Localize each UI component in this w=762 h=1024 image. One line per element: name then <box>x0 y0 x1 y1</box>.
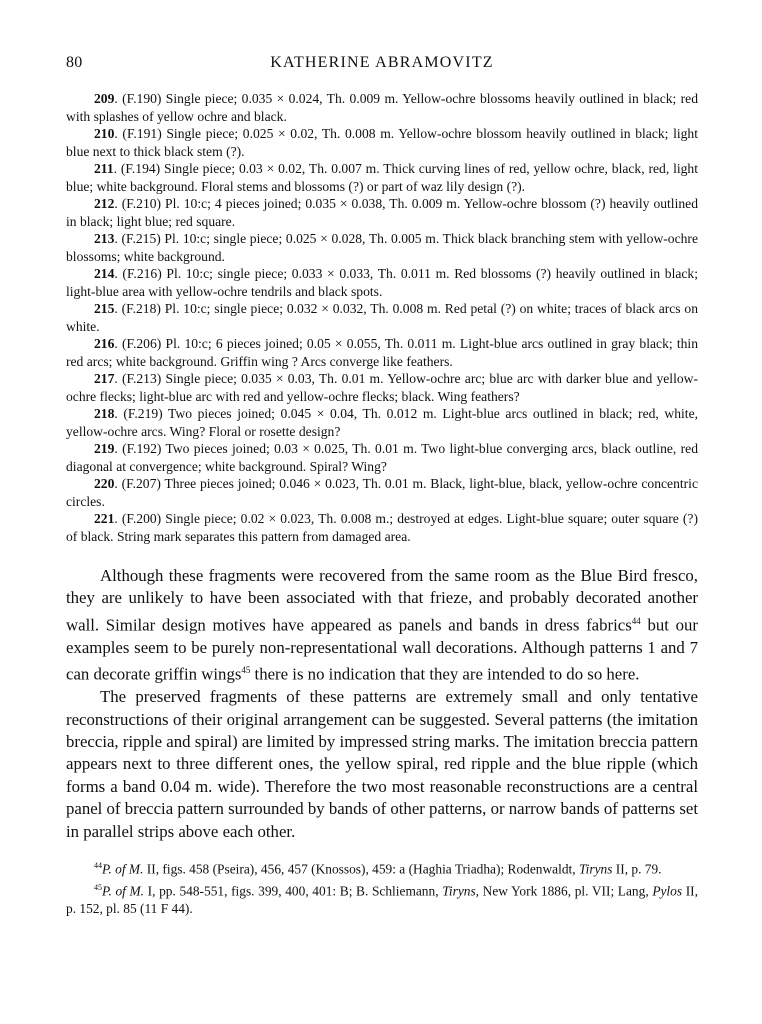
entry-text: . (F.200) Single piece; 0.02 × 0.023, Th. 0.008 m.; destroyed at edges. Light-blue square; outer square (?) of black. String mark separates this pattern from damaged area. <box>66 511 698 544</box>
catalogue-entry <box>66 370 698 405</box>
entry-number: 216 <box>94 336 115 351</box>
footnote-ref-44[interactable]: 44 <box>631 615 641 626</box>
running-title: KATHERINE ABRAMOVITZ <box>270 54 494 71</box>
entry-text: . (F.206) Pl. 10:c; 6 pieces joined; 0.05 × 0.055, Th. 0.011 m. Light-blue arcs outlined in gray black; thin red arcs; white background. Griffin wing ? Arcs converge like feathers. <box>66 336 698 369</box>
catalogue-entry <box>66 265 698 300</box>
catalogue-entry <box>66 510 698 545</box>
catalogue-entry <box>66 300 698 335</box>
catalogue-entry <box>66 475 698 510</box>
entry-text: . (F.190) Single piece; 0.035 × 0.024, Th. 0.009 m. Yellow-ochre blossoms heavily outlined in black; red with splashes of yellow ochre and black. <box>66 91 698 124</box>
entry-text: . (F.219) Two pieces joined; 0.045 × 0.04, Th. 0.012 m. Light-blue arcs outlined in black; red, white, yellow-ochre arcs. Wing? Floral or rosette design? <box>66 406 698 439</box>
entry-number: 217 <box>94 371 115 386</box>
entry-number: 213 <box>94 231 115 246</box>
entry-text: . (F.192) Two pieces joined; 0.03 × 0.025, Th. 0.01 m. Two light-blue converging arcs, black outline, red diagonal at convergence; white background. Spiral? Wing? <box>66 441 698 474</box>
body-text <box>66 565 698 843</box>
catalogue-entry <box>66 125 698 160</box>
entry-text: . (F.194) Single piece; 0.03 × 0.02, Th. 0.007 m. Thick curving lines of red, yellow ochre, black, red, light blue; white background. Floral stems and blossoms (?) or part of waz lily design (?). <box>66 161 698 194</box>
entry-text: . (F.207) Three pieces joined; 0.046 × 0.023, Th. 0.01 m. Black, light-blue, black, yellow-ochre concentric circles. <box>66 476 698 509</box>
catalogue-entry <box>66 405 698 440</box>
entry-text: . (F.213) Single piece; 0.035 × 0.03, Th. 0.01 m. Yellow-ochre arc; blue arc with darker blue and yellow-ochre flecks; light-blue arc with red and yellow-ochre flecks; black. Wing feathers? <box>66 371 698 404</box>
paragraph-2: The preserved fragments of these patterns are extremely small and only tentative reconstructions of their original arrangement can be suggested. Several patterns (the imitation breccia, ripple and spiral) are limited by impressed string marks. The imitation breccia pattern appears next to three different ones, the yellow spiral, red ripple and the blue ripple (which forms a band 0.04 m. wide). Therefore the two most reasonable reconstructions are a central panel of breccia pattern surrounded by bands of other patterns, or narrow bands of patterns set in parallel strips above each other. <box>66 687 698 841</box>
entry-text: . (F.191) Single piece; 0.025 × 0.02, Th. 0.008 m. Yellow-ochre blossom heavily outlined in black; light blue next to thick black stem (?). <box>66 126 698 159</box>
entry-number: 209 <box>94 91 115 106</box>
entry-text: . (F.216) Pl. 10:c; single piece; 0.033 × 0.033, Th. 0.011 m. Red blossoms (?) heavily outlined in black; light-blue area with yellow-ochre tendrils and black spots. <box>66 266 698 299</box>
catalogue-entry <box>66 195 698 230</box>
entry-text: . (F.218) Pl. 10:c; single piece; 0.032 × 0.032, Th. 0.008 m. Red petal (?) on white; traces of black arcs on white. <box>66 301 698 334</box>
entry-number: 211 <box>94 161 114 176</box>
footnote-ref-45[interactable]: 45 <box>241 665 251 676</box>
entry-number: 214 <box>94 266 115 281</box>
entry-number: 210 <box>94 126 115 141</box>
footnote-45: $^{45}$P. of M. I, pp. 548-551, figs. 399, 400, 401: B; B. Schliemann, Tiryns, New York 1886, pl. VII; Lang, Pylos II, p. 152, pl. 85 (11 F 44). <box>66 882 698 916</box>
entry-number: 218 <box>94 406 115 421</box>
entry-number: 219 <box>94 441 115 456</box>
catalogue-entry <box>66 335 698 370</box>
page-number: 80 <box>66 54 83 71</box>
entry-number: 221 <box>94 511 115 526</box>
paragraph-1: Although these fragments were recovered from the same room as the Blue Bird fresco, they are unlikely to have been associated with that frieze, and probably decorated another wall. Similar design motives have appeared as panels and bands in dress fabrics$^{44}$ but our examples seem to be purely non-representational wall decorations. Although patterns 1 and 7 can decorate griffin wings$^{45}$ there is no indication that they are intended to do so here. <box>66 566 698 684</box>
page <box>66 54 698 918</box>
footnote-44: $^{44}$P. of M. II, figs. 458 (Pseira), 456, 457 (Knossos), 459: a (Haghia Triadha); Rodenwaldt, Tiryns II, p. 79. <box>94 861 662 877</box>
catalogue-entry <box>66 440 698 475</box>
catalogue-entry <box>66 160 698 195</box>
page-header <box>66 54 698 80</box>
entry-number: 220 <box>94 476 115 491</box>
entry-text: . (F.215) Pl. 10:c; single piece; 0.025 × 0.028, Th. 0.005 m. Thick black branching stem with yellow-ochre blossoms; white background. <box>66 231 698 264</box>
catalogue-entry <box>66 90 698 125</box>
entry-text: . (F.210) Pl. 10:c; 4 pieces joined; 0.035 × 0.038, Th. 0.009 m. Yellow-ochre blossom (?) heavily outlined in black; light blue; red square. <box>66 196 698 229</box>
catalogue-list <box>66 90 698 545</box>
footnotes <box>66 857 698 918</box>
entry-number: 212 <box>94 196 115 211</box>
entry-number: 215 <box>94 301 115 316</box>
catalogue-entry <box>66 230 698 265</box>
